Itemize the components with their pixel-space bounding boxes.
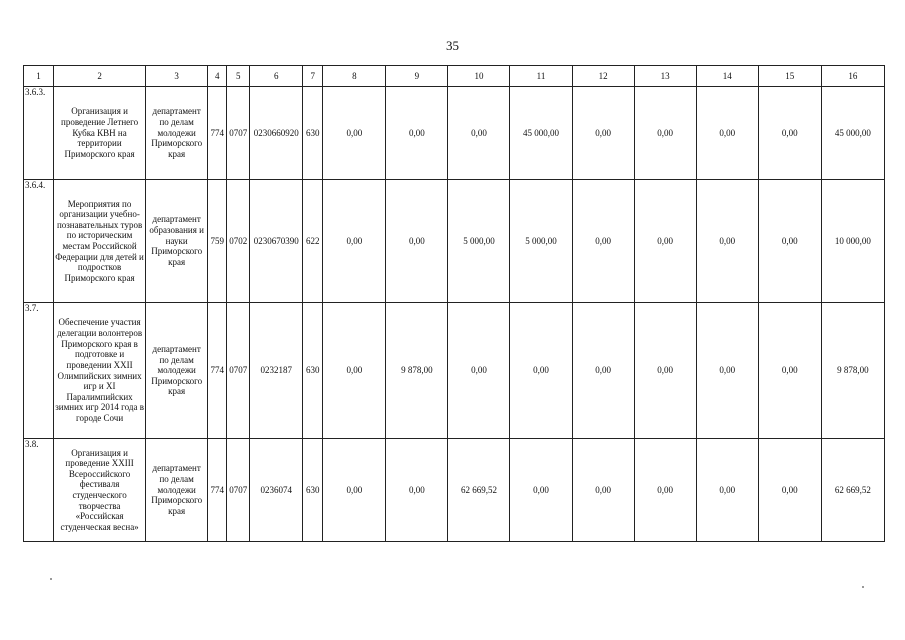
item-number: 3.8.	[24, 439, 54, 542]
section-code: 0707	[227, 303, 250, 439]
amount-cell: 0,00	[323, 439, 386, 542]
amount-cell: 0,00	[572, 439, 634, 542]
table-row	[24, 87, 885, 180]
ministry-code: 774	[208, 303, 227, 439]
column-header: 8	[323, 66, 386, 87]
amount-cell: 0,00	[758, 180, 821, 303]
amount-cell: 0,00	[386, 180, 448, 303]
amount-cell: 0,00	[758, 439, 821, 542]
budget-table	[23, 65, 885, 542]
department: департамент по делам молодежи Приморского края	[146, 87, 208, 180]
item-number: 3.6.4.	[24, 180, 54, 303]
column-header: 6	[250, 66, 303, 87]
header-row	[24, 66, 885, 87]
department: департамент по делам молодежи Приморского края	[146, 439, 208, 542]
amount-cell: 0,00	[758, 87, 821, 180]
column-header: 13	[634, 66, 696, 87]
amount-cell: 62 669,52	[821, 439, 884, 542]
column-header: 14	[696, 66, 758, 87]
section-code: 0702	[227, 180, 250, 303]
amount-cell: 0,00	[386, 439, 448, 542]
amount-cell: 9 878,00	[821, 303, 884, 439]
amount-cell: 45 000,00	[510, 87, 572, 180]
target-article-code: 0236074	[250, 439, 303, 542]
column-header: 7	[303, 66, 323, 87]
amount-cell: 0,00	[758, 303, 821, 439]
amount-cell: 0,00	[634, 439, 696, 542]
amount-cell: 0,00	[323, 303, 386, 439]
amount-cell: 0,00	[323, 87, 386, 180]
target-article-code: 0230670390	[250, 180, 303, 303]
amount-cell: 0,00	[510, 439, 572, 542]
department: департамент по делам молодежи Приморского края	[146, 303, 208, 439]
amount-cell: 0,00	[696, 180, 758, 303]
amount-cell: 0,00	[448, 87, 510, 180]
target-article-code: 0230660920	[250, 87, 303, 180]
amount-cell: 0,00	[696, 439, 758, 542]
column-header: 12	[572, 66, 634, 87]
expense-type-code: 622	[303, 180, 323, 303]
amount-cell: 0,00	[448, 303, 510, 439]
table-row	[24, 180, 885, 303]
department: департамент образования и науки Приморского края	[146, 180, 208, 303]
amount-cell: 0,00	[572, 180, 634, 303]
column-header: 9	[386, 66, 448, 87]
amount-cell: 0,00	[572, 303, 634, 439]
measure-name: Обеспечение участия делегации волонтеров Приморского края в подготовке и проведении XXII Олимпийских зимних игр и XI Паралимпийских зимних игр 2014 года в городе Сочи	[54, 303, 146, 439]
page-number: 35	[446, 38, 459, 53]
column-header: 1	[24, 66, 54, 87]
table-row	[24, 439, 885, 542]
section-code: 0707	[227, 439, 250, 542]
section-code: 0707	[227, 87, 250, 180]
scan-speck	[50, 578, 52, 580]
expense-type-code: 630	[303, 439, 323, 542]
amount-cell: 9 878,00	[386, 303, 448, 439]
amount-cell: 10 000,00	[821, 180, 884, 303]
amount-cell: 0,00	[323, 180, 386, 303]
measure-name: Мероприятия по организации учебно-познавательных туров по историческим местам Российской Федерации для детей и подростков Приморского края	[54, 180, 146, 303]
amount-cell: 0,00	[696, 303, 758, 439]
column-header: 4	[208, 66, 227, 87]
ministry-code: 774	[208, 439, 227, 542]
column-header: 16	[821, 66, 884, 87]
amount-cell: 0,00	[634, 180, 696, 303]
target-article-code: 0232187	[250, 303, 303, 439]
amount-cell: 45 000,00	[821, 87, 884, 180]
item-number: 3.7.	[24, 303, 54, 439]
measure-name: Организация и проведение XXIII Всероссийского фестиваля студенческого творчества «Российская студенческая весна»	[54, 439, 146, 542]
amount-cell: 5 000,00	[510, 180, 572, 303]
column-header: 3	[146, 66, 208, 87]
ministry-code: 759	[208, 180, 227, 303]
item-number: 3.6.3.	[24, 87, 54, 180]
ministry-code: 774	[208, 87, 227, 180]
column-header: 5	[227, 66, 250, 87]
amount-cell: 0,00	[386, 87, 448, 180]
measure-name: Организация и проведение Летнего Кубка КВН на территории Приморского края	[54, 87, 146, 180]
column-header: 15	[758, 66, 821, 87]
scan-speck	[862, 586, 864, 588]
amount-cell: 62 669,52	[448, 439, 510, 542]
column-header: 2	[54, 66, 146, 87]
amount-cell: 0,00	[634, 87, 696, 180]
amount-cell: 0,00	[634, 303, 696, 439]
column-header: 10	[448, 66, 510, 87]
expense-type-code: 630	[303, 303, 323, 439]
amount-cell: 0,00	[510, 303, 572, 439]
amount-cell: 5 000,00	[448, 180, 510, 303]
table-row	[24, 303, 885, 439]
amount-cell: 0,00	[572, 87, 634, 180]
amount-cell: 0,00	[696, 87, 758, 180]
expense-type-code: 630	[303, 87, 323, 180]
column-header: 11	[510, 66, 572, 87]
